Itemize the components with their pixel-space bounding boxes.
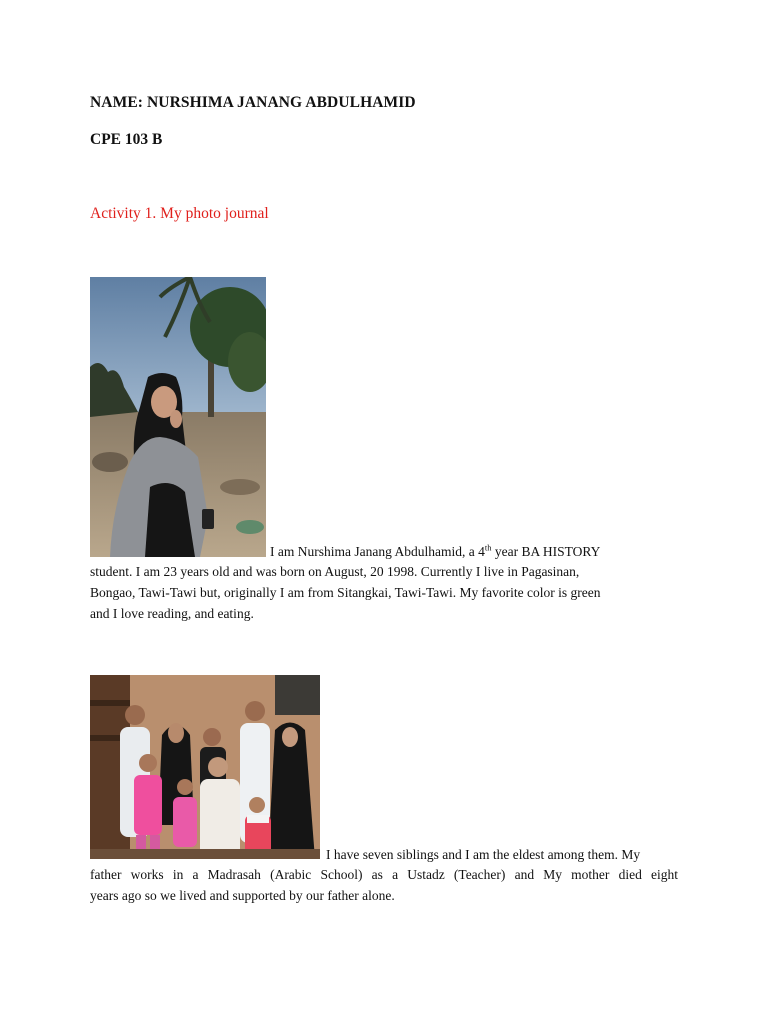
student-name: NAME: NURSHIMA JANANG ABDULHAMID [90, 94, 416, 111]
family-paragraph [90, 865, 678, 907]
intro-line-3: Bongao, Tawi-Tawi but, originally I am from Sitangkai, Tawi-Tawi. My favorite color is green [90, 584, 601, 600]
intro-paragraph [90, 562, 600, 624]
intro-line-1-rest: year BA HISTORY [491, 544, 601, 559]
portrait-photo [90, 277, 266, 557]
intro-paragraph-first-line [270, 542, 600, 563]
ordinal-suffix: th [484, 542, 492, 553]
intro-line-2: student. I am 23 years old and was born on August, 20 1998. Currently I live in Pagasinan, [90, 564, 580, 579]
intro-line-1-text: I am Nurshima Janang Abdulhamid, a 4 [270, 544, 485, 559]
family-photo [90, 675, 320, 859]
family-line-3: years ago so we lived and supported by our father alone. [90, 887, 395, 903]
family-paragraph-first-line [326, 845, 640, 866]
course-code: CPE 103 B [90, 131, 163, 148]
intro-line-4: and I love reading, and eating. [90, 605, 254, 621]
activity-title: Activity 1. My photo journal [90, 205, 269, 222]
family-line-1: I have seven siblings and I am the eldest among them. My [326, 847, 641, 862]
family-line-2: father works in a Madrasah (Arabic School) as a Ustadz (Teacher) and My mother died eight [90, 867, 678, 882]
